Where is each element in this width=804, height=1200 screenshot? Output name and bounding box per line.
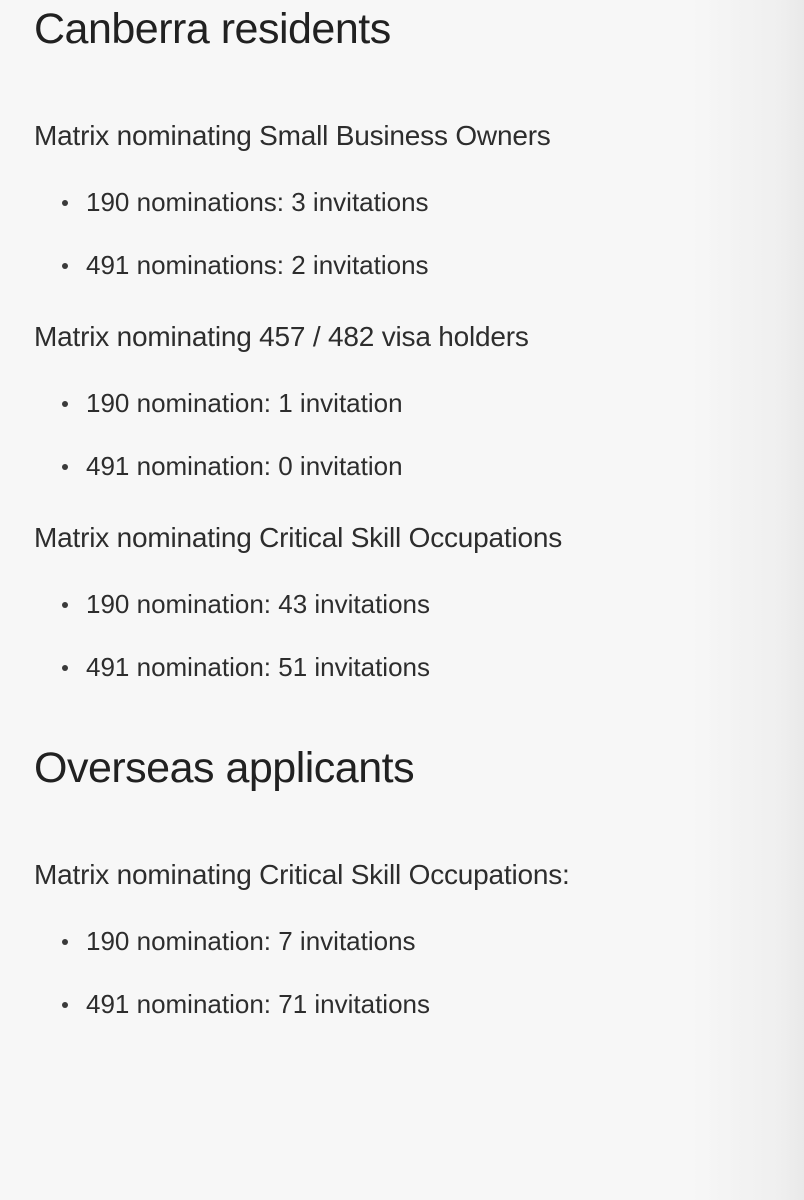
list-item: 190 nomination: 43 invitations (34, 586, 770, 622)
bullet-list (34, 586, 770, 685)
list-item: 491 nomination: 71 invitations (34, 986, 770, 1022)
list-item: 190 nomination: 7 invitations (34, 923, 770, 959)
subsection-heading: Matrix nominating Small Business Owners (34, 120, 551, 151)
bullet-list (34, 923, 770, 1022)
page-left-margin (0, 0, 18, 1200)
list-item: 491 nomination: 51 invitations (34, 649, 770, 685)
list-item: 190 nomination: 1 invitation (34, 385, 770, 421)
bullet-list (34, 184, 770, 283)
page-title: Canberra residents (34, 5, 391, 53)
list-item: 190 nominations: 3 invitations (34, 184, 770, 220)
bullet-list (34, 385, 770, 484)
list-item: 491 nomination: 0 invitation (34, 448, 770, 484)
list-item: 491 nominations: 2 invitations (34, 247, 770, 283)
page-title: Overseas applicants (34, 744, 415, 792)
subsection-heading: Matrix nominating Critical Skill Occupations (34, 522, 563, 553)
subsection-heading: Matrix nominating 457 / 482 visa holders (34, 321, 529, 352)
subsection-heading: Matrix nominating Critical Skill Occupations: (34, 859, 570, 890)
